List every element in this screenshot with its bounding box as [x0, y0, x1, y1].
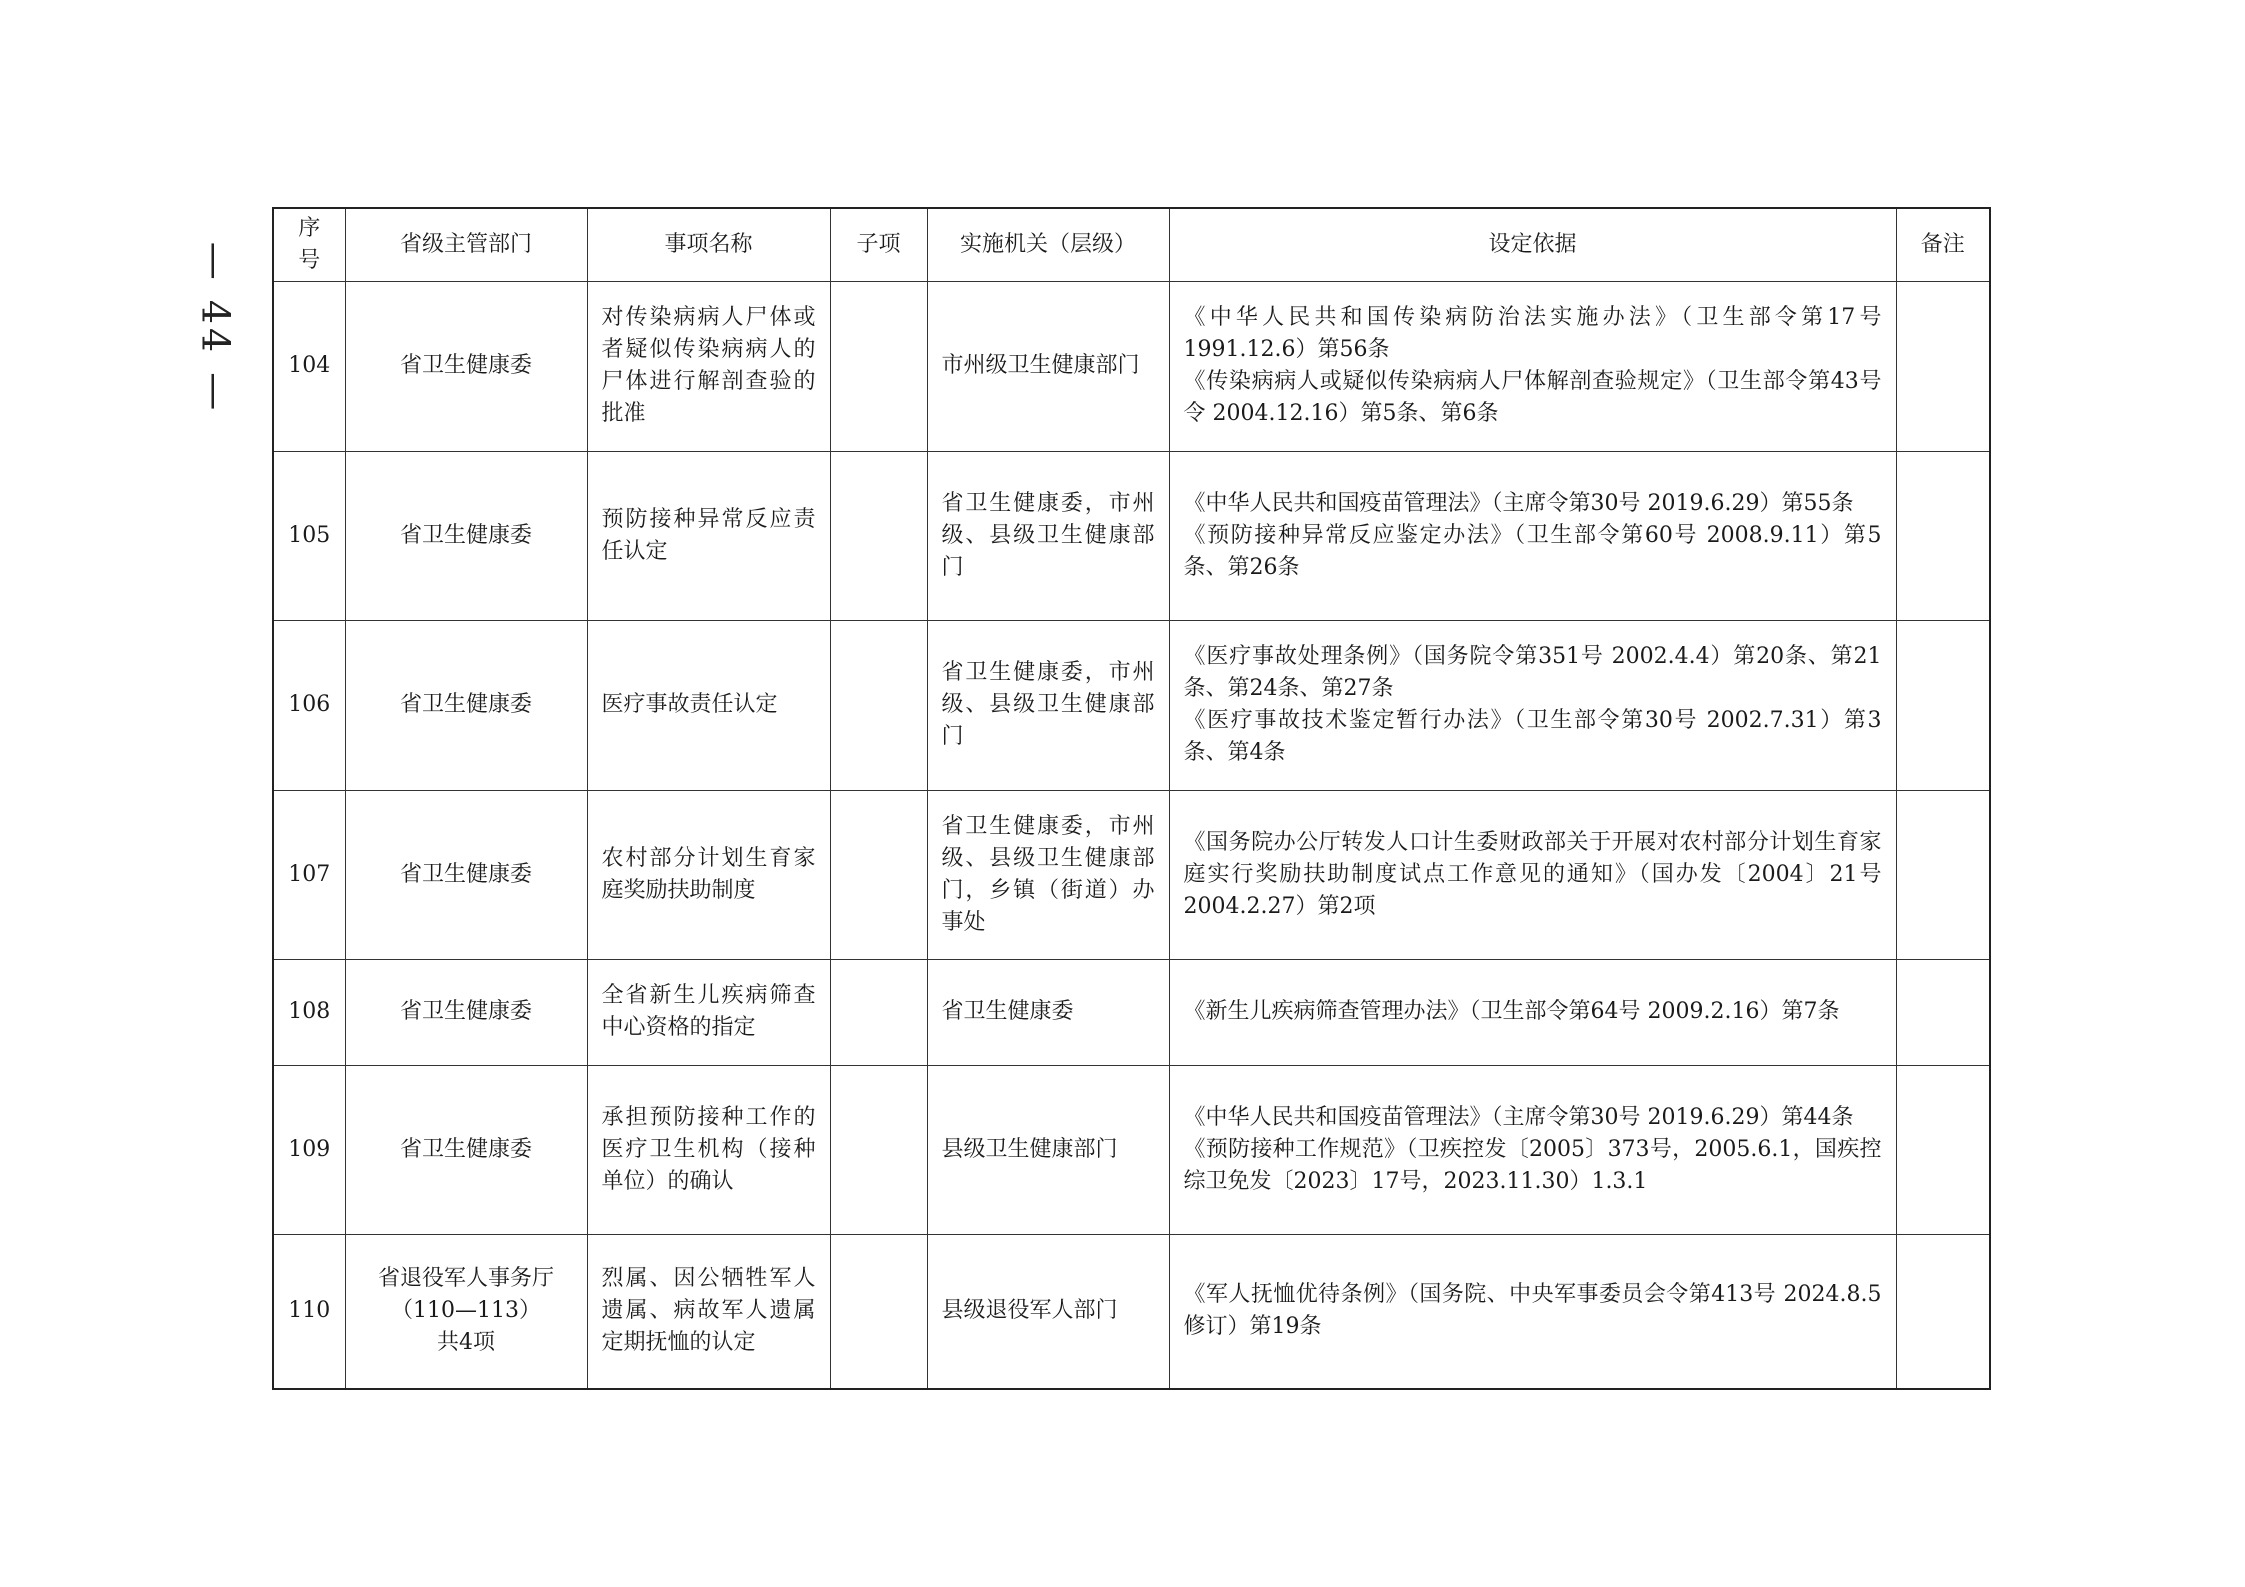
row-basis	[1169, 1234, 1896, 1389]
basis-line: 《中华人民共和国疫苗管理法》（主席令第30号 2019.6.29）第55条	[1183, 490, 1854, 516]
row-number: 104	[273, 281, 345, 451]
row-note	[1896, 1065, 1990, 1234]
row-department: 省卫生健康委	[345, 790, 587, 959]
basis-line: 《医疗事故处理条例》（国务院令第351号 2002.4.4）第20条、第21条、第24条、第27条	[1183, 644, 1882, 701]
row-number: 107	[273, 790, 345, 959]
basis-line: 《中华人民共和国传染病防治法实施办法》（卫生部令第17号 1991.12.6）第56条	[1183, 305, 1882, 362]
row-number: 109	[273, 1065, 345, 1234]
header-basis: 设定依据	[1169, 208, 1896, 281]
table-header	[273, 208, 1990, 281]
department-range: （110—113）	[391, 1298, 541, 1324]
row-agency: 县级退役军人部门	[927, 1234, 1169, 1389]
row-agency: 省卫生健康委，市州级、县级卫生健康部门	[927, 451, 1169, 620]
row-sub-item	[830, 790, 927, 959]
row-item-name: 承担预防接种工作的医疗卫生机构（接种单位）的确认	[587, 1065, 830, 1234]
row-item-name: 农村部分计划生育家庭奖励扶助制度	[587, 790, 830, 959]
row-department: 省卫生健康委	[345, 1065, 587, 1234]
row-department	[345, 1234, 587, 1389]
page-number	[172, 241, 258, 415]
row-note	[1896, 620, 1990, 790]
row-sub-item	[830, 959, 927, 1065]
basis-line: 《预防接种工作规范》（卫疾控发〔2005〕373号，2005.6.1，国疾控综卫免发〔2023〕17号，2023.11.30）1.3.1	[1183, 1136, 1882, 1194]
table-row	[273, 451, 1990, 620]
row-number: 106	[273, 620, 345, 790]
row-number: 108	[273, 959, 345, 1065]
approval-items-table	[272, 207, 1991, 1390]
row-item-name: 预防接种异常反应责任认定	[587, 451, 830, 620]
row-note	[1896, 451, 1990, 620]
row-basis	[1169, 620, 1896, 790]
row-basis	[1169, 790, 1896, 959]
row-sub-item	[830, 451, 927, 620]
row-item-name: 对传染病病人尸体或者疑似传染病病人的尸体进行解剖查验的批准	[587, 281, 830, 451]
row-agency: 省卫生健康委，市州级、县级卫生健康部门	[927, 620, 1169, 790]
department-count: 共4项	[437, 1330, 495, 1356]
row-number: 105	[273, 451, 345, 620]
row-department: 省卫生健康委	[345, 451, 587, 620]
table-row	[273, 1234, 1990, 1389]
row-agency: 省卫生健康委	[927, 959, 1169, 1065]
department-name: 省退役军人事务厅	[377, 1266, 554, 1292]
page-number-text: — 44 —	[193, 241, 238, 415]
row-note	[1896, 959, 1990, 1065]
basis-line: 《新生儿疾病筛查管理办法》（卫生部令第64号 2009.2.16）第7条	[1183, 999, 1840, 1024]
header-no: 序号	[273, 208, 345, 281]
header-item-name: 事项名称	[587, 208, 830, 281]
row-department: 省卫生健康委	[345, 620, 587, 790]
row-note	[1896, 281, 1990, 451]
basis-line: 《医疗事故技术鉴定暂行办法》（卫生部令第30号 2002.7.31）第3条、第4条	[1183, 708, 1882, 765]
row-sub-item	[830, 620, 927, 790]
basis-line: 《传染病病人或疑似传染病病人尸体解剖查验规定》（卫生部令第43号令 2004.12.16）第5条、第6条	[1183, 369, 1882, 426]
row-agency: 市州级卫生健康部门	[927, 281, 1169, 451]
row-basis	[1169, 281, 1896, 451]
table-body	[273, 281, 1990, 1389]
basis-line: 《军人抚恤优待条例》（国务院、中央军事委员会令第413号 2024.8.5修订）第19条	[1183, 1282, 1882, 1340]
table-row	[273, 1065, 1990, 1234]
row-sub-item	[830, 1234, 927, 1389]
row-department: 省卫生健康委	[345, 281, 587, 451]
basis-line: 《预防接种异常反应鉴定办法》（卫生部令第60号 2008.9.11）第5条、第26条	[1183, 522, 1882, 580]
row-item-name: 医疗事故责任认定	[587, 620, 830, 790]
header-note: 备注	[1896, 208, 1990, 281]
header-department: 省级主管部门	[345, 208, 587, 281]
header-agency: 实施机关（层级）	[927, 208, 1169, 281]
table-row	[273, 790, 1990, 959]
table-row	[273, 620, 1990, 790]
row-sub-item	[830, 281, 927, 451]
row-basis	[1169, 451, 1896, 620]
basis-line: 《中华人民共和国疫苗管理法》（主席令第30号 2019.6.29）第44条	[1183, 1104, 1854, 1130]
row-sub-item	[830, 1065, 927, 1234]
header-sub-item: 子项	[830, 208, 927, 281]
row-department: 省卫生健康委	[345, 959, 587, 1065]
row-note	[1896, 790, 1990, 959]
row-agency: 县级卫生健康部门	[927, 1065, 1169, 1234]
basis-line: 《国务院办公厅转发人口计生委财政部关于开展对农村部分计划生育家庭实行奖励扶助制度试点工作意见的通知》（国办发〔2004〕21号 2004.2.27）第2项	[1183, 829, 1882, 919]
row-item-name: 全省新生儿疾病筛查中心资格的指定	[587, 959, 830, 1065]
table-row	[273, 959, 1990, 1065]
row-basis	[1169, 959, 1896, 1065]
header-row	[273, 208, 1990, 281]
row-number: 110	[273, 1234, 345, 1389]
row-agency: 省卫生健康委，市州级、县级卫生健康部门，乡镇（街道）办事处	[927, 790, 1169, 959]
row-item-name: 烈属、因公牺牲军人遗属、病故军人遗属定期抚恤的认定	[587, 1234, 830, 1389]
row-basis	[1169, 1065, 1896, 1234]
table-row	[273, 281, 1990, 451]
row-note	[1896, 1234, 1990, 1389]
